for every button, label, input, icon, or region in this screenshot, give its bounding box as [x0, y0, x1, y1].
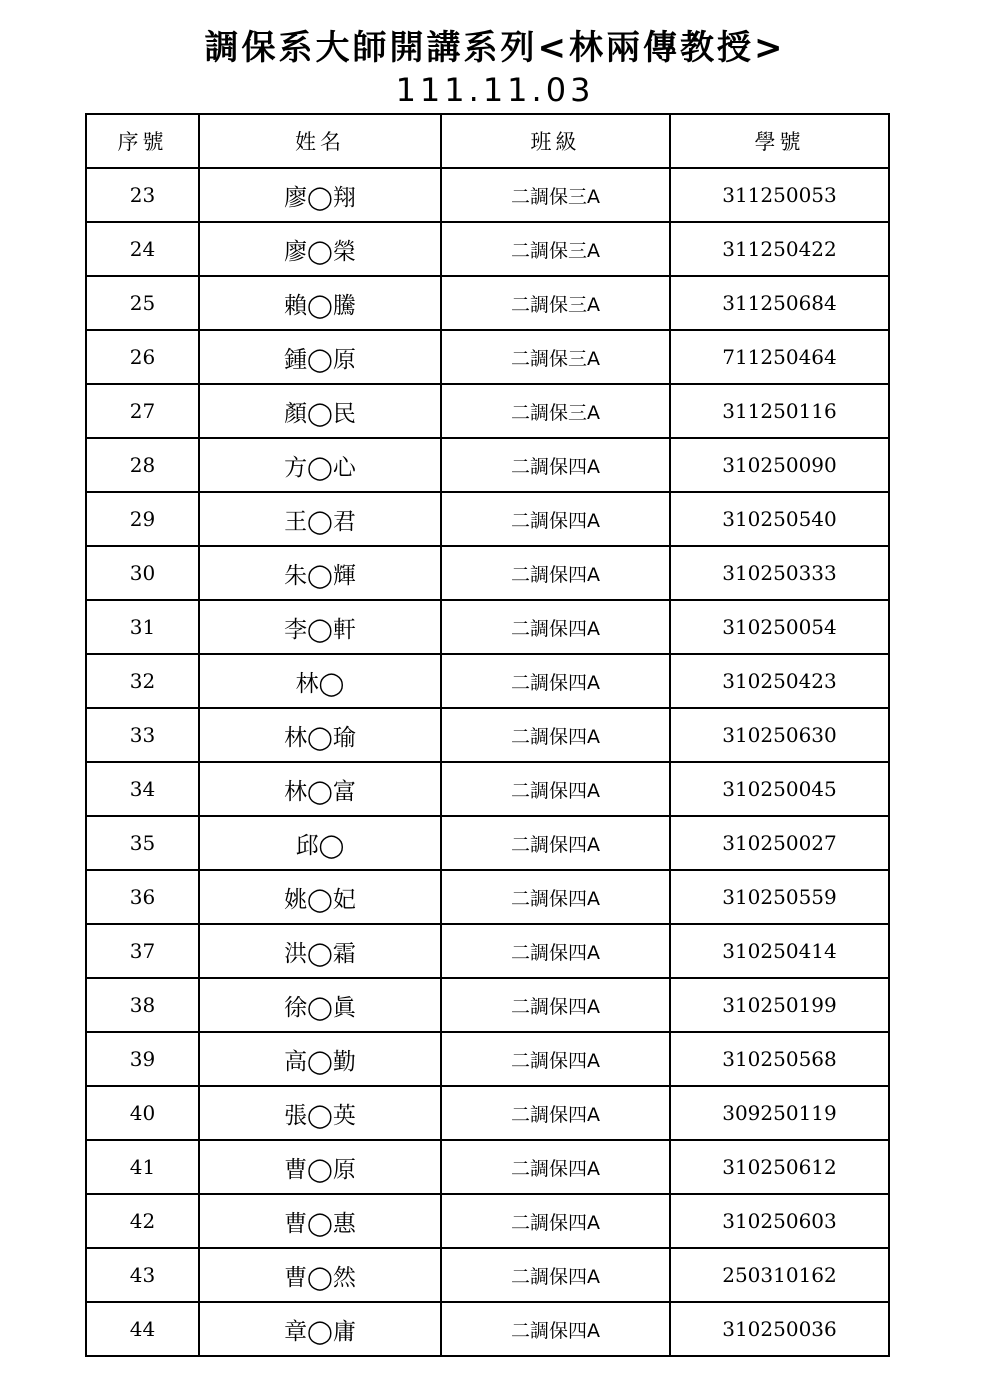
cell-student-id: 310250054: [670, 600, 889, 654]
cell-name: 廖◯榮: [199, 222, 441, 276]
cell-name: 顏◯民: [199, 384, 441, 438]
table-row: [86, 1248, 889, 1302]
cell-seq: 44: [86, 1302, 199, 1356]
cell-class: 二調保四A: [441, 492, 670, 546]
table-row: [86, 654, 889, 708]
cell-class: 二調保三A: [441, 384, 670, 438]
table-row: [86, 1194, 889, 1248]
cell-name: 曹◯然: [199, 1248, 441, 1302]
cell-student-id: 311250053: [670, 168, 889, 222]
cell-student-id: 310250423: [670, 654, 889, 708]
cell-seq: 37: [86, 924, 199, 978]
cell-seq: 25: [86, 276, 199, 330]
cell-seq: 23: [86, 168, 199, 222]
cell-seq: 26: [86, 330, 199, 384]
cell-student-id: 310250036: [670, 1302, 889, 1356]
cell-student-id: 310250333: [670, 546, 889, 600]
cell-name: 李◯軒: [199, 600, 441, 654]
cell-name: 洪◯霜: [199, 924, 441, 978]
cell-seq: 43: [86, 1248, 199, 1302]
cell-name: 朱◯輝: [199, 546, 441, 600]
cell-student-id: 310250027: [670, 816, 889, 870]
header-seq: 序號: [86, 114, 199, 168]
cell-class: 二調保四A: [441, 978, 670, 1032]
cell-student-id: 711250464: [670, 330, 889, 384]
cell-class: 二調保四A: [441, 1140, 670, 1194]
cell-name: 林◯: [199, 654, 441, 708]
cell-name: 林◯瑜: [199, 708, 441, 762]
table-row: [86, 330, 889, 384]
table-row: [86, 1302, 889, 1356]
cell-student-id: 310250199: [670, 978, 889, 1032]
page-title: 調保系大師開講系列<林兩傳教授>: [204, 28, 786, 68]
cell-seq: 42: [86, 1194, 199, 1248]
cell-name: 廖◯翔: [199, 168, 441, 222]
table-row: [86, 1086, 889, 1140]
cell-class: 二調保四A: [441, 1086, 670, 1140]
cell-seq: 31: [86, 600, 199, 654]
cell-class: 二調保四A: [441, 438, 670, 492]
table-row: [86, 708, 889, 762]
cell-student-id: 310250630: [670, 708, 889, 762]
cell-student-id: 311250422: [670, 222, 889, 276]
table-row: [86, 438, 889, 492]
table-row: [86, 600, 889, 654]
cell-seq: 39: [86, 1032, 199, 1086]
cell-student-id: 310250045: [670, 762, 889, 816]
cell-seq: 35: [86, 816, 199, 870]
table-row: [86, 168, 889, 222]
cell-class: 二調保四A: [441, 924, 670, 978]
cell-seq: 33: [86, 708, 199, 762]
table-row: [86, 816, 889, 870]
cell-name: 姚◯妃: [199, 870, 441, 924]
table-row: [86, 870, 889, 924]
table-row: [86, 762, 889, 816]
cell-student-id: 311250684: [670, 276, 889, 330]
cell-class: 二調保四A: [441, 546, 670, 600]
attendance-table: [85, 113, 890, 1357]
cell-seq: 28: [86, 438, 199, 492]
cell-class: 二調保四A: [441, 654, 670, 708]
cell-seq: 27: [86, 384, 199, 438]
cell-seq: 41: [86, 1140, 199, 1194]
cell-class: 二調保三A: [441, 276, 670, 330]
cell-name: 張◯英: [199, 1086, 441, 1140]
cell-seq: 32: [86, 654, 199, 708]
cell-name: 王◯君: [199, 492, 441, 546]
cell-seq: 34: [86, 762, 199, 816]
cell-class: 二調保三A: [441, 222, 670, 276]
cell-seq: 38: [86, 978, 199, 1032]
table-row: [86, 924, 889, 978]
table-row: [86, 384, 889, 438]
cell-class: 二調保四A: [441, 600, 670, 654]
cell-name: 曹◯原: [199, 1140, 441, 1194]
cell-class: 二調保四A: [441, 708, 670, 762]
cell-name: 章◯庸: [199, 1302, 441, 1356]
cell-name: 林◯富: [199, 762, 441, 816]
cell-seq: 24: [86, 222, 199, 276]
cell-class: 二調保四A: [441, 762, 670, 816]
cell-name: 曹◯惠: [199, 1194, 441, 1248]
cell-seq: 30: [86, 546, 199, 600]
cell-class: 二調保三A: [441, 168, 670, 222]
cell-class: 二調保四A: [441, 1032, 670, 1086]
page-date: 111.11.03: [395, 71, 595, 109]
cell-name: 高◯勤: [199, 1032, 441, 1086]
cell-class: 二調保三A: [441, 330, 670, 384]
cell-seq: 29: [86, 492, 199, 546]
cell-name: 鍾◯原: [199, 330, 441, 384]
table-row: [86, 276, 889, 330]
table-row: [86, 222, 889, 276]
cell-student-id: 310250568: [670, 1032, 889, 1086]
table-row: [86, 546, 889, 600]
cell-name: 方◯心: [199, 438, 441, 492]
header-name: 姓名: [199, 114, 441, 168]
cell-student-id: 250310162: [670, 1248, 889, 1302]
cell-class: 二調保四A: [441, 1302, 670, 1356]
cell-student-id: 310250603: [670, 1194, 889, 1248]
cell-class: 二調保四A: [441, 816, 670, 870]
header-class: 班級: [441, 114, 670, 168]
cell-student-id: 309250119: [670, 1086, 889, 1140]
cell-student-id: 310250540: [670, 492, 889, 546]
cell-name: 徐◯眞: [199, 978, 441, 1032]
cell-student-id: 310250612: [670, 1140, 889, 1194]
table-header-row: [86, 114, 889, 168]
cell-seq: 36: [86, 870, 199, 924]
cell-student-id: 311250116: [670, 384, 889, 438]
cell-class: 二調保四A: [441, 1194, 670, 1248]
cell-student-id: 310250559: [670, 870, 889, 924]
header-student-id: 學號: [670, 114, 889, 168]
cell-class: 二調保四A: [441, 1248, 670, 1302]
cell-seq: 40: [86, 1086, 199, 1140]
cell-student-id: 310250090: [670, 438, 889, 492]
table-row: [86, 978, 889, 1032]
cell-student-id: 310250414: [670, 924, 889, 978]
table-row: [86, 492, 889, 546]
cell-name: 邱◯: [199, 816, 441, 870]
table-row: [86, 1140, 889, 1194]
table-row: [86, 1032, 889, 1086]
cell-name: 賴◯騰: [199, 276, 441, 330]
cell-class: 二調保四A: [441, 870, 670, 924]
